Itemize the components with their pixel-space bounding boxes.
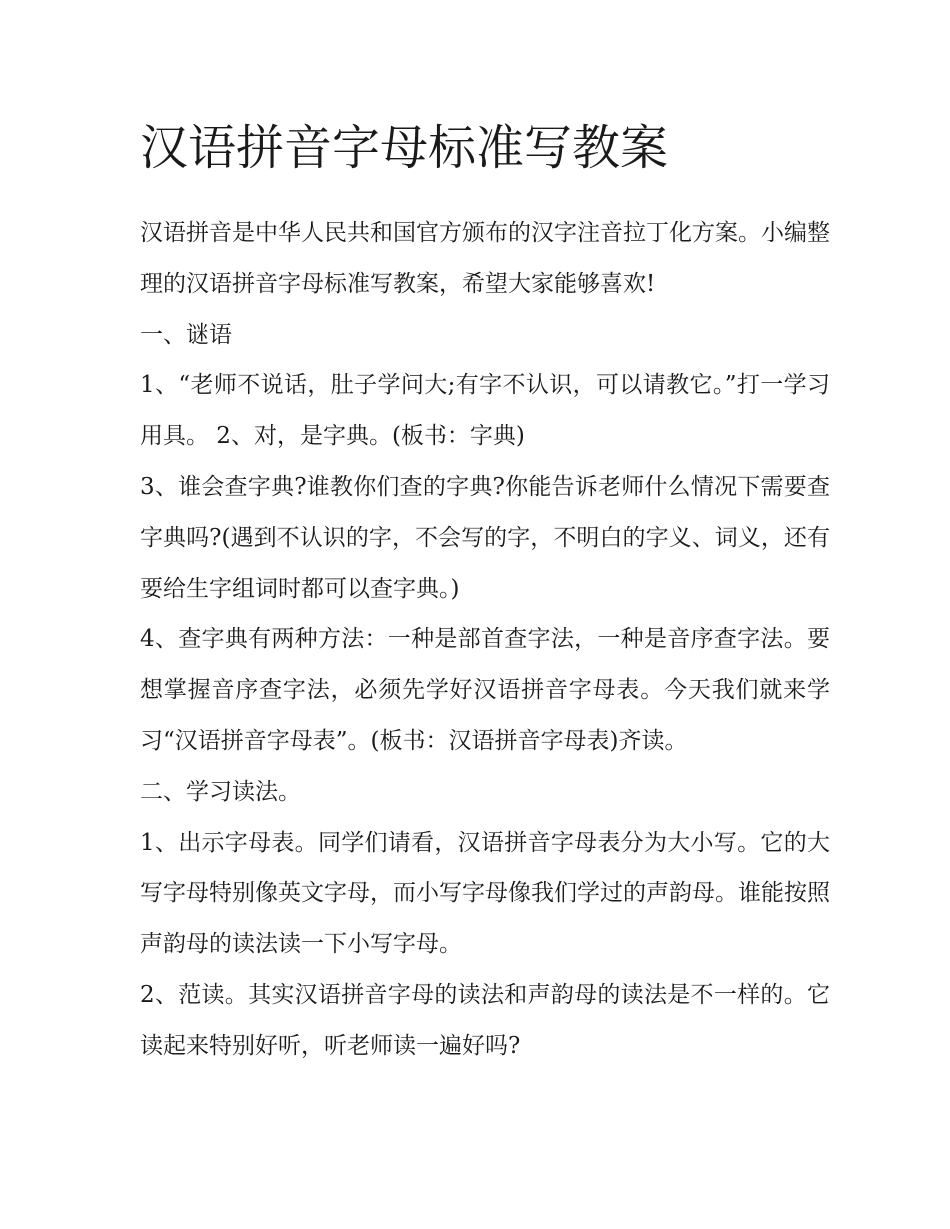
section-heading-riddle: 一、谜语	[140, 321, 232, 348]
document-page	[140, 118, 830, 1072]
paragraph-intro: 汉语拼音是中华人民共和国官方颁布的汉字注音拉丁化方案。小编整理的汉语拼音字母标准写教案，希望大家能够喜欢!	[140, 220, 830, 297]
paragraph-riddle-1: 1、“老师不说话，肚子学问大;有字不认识，可以请教它。”打一学习用具。 2、对，是字典。(板书：字典)	[140, 372, 830, 450]
paragraph-reading-2: 2、范读。其实汉语拼音字母的读法和声韵母的读法是不一样的。它读起来特别好听，听老师读一遍好吗?	[140, 981, 830, 1059]
paragraph-riddle-4: 4、查字典有两种方法：一种是部首查字法，一种是音序查字法。要想掌握音序查字法，必须先学好汉语拼音字母表。今天我们就来学习“汉语拼音字母表”。(板书：汉语拼音字母表)齐读。	[140, 626, 830, 754]
section-heading-reading: 二、学习读法。	[140, 778, 301, 805]
paragraph-riddle-3: 3、谁会查字典?谁教你们查的字典?你能告诉老师什么情况下需要查字典吗?(遇到不认识的字，不会写的字，不明白的字义、词义，还有要给生字组词时都可以查字典。)	[140, 473, 830, 602]
document-title: 汉语拼音字母标准写教案	[140, 120, 669, 176]
paragraph-reading-1: 1、出示字母表。同学们请看，汉语拼音字母表分为大小写。它的大写字母特别像英文字母，而小写字母像我们学过的声韵母。谁能按照声韵母的读法读一下小写字母。	[140, 829, 830, 958]
